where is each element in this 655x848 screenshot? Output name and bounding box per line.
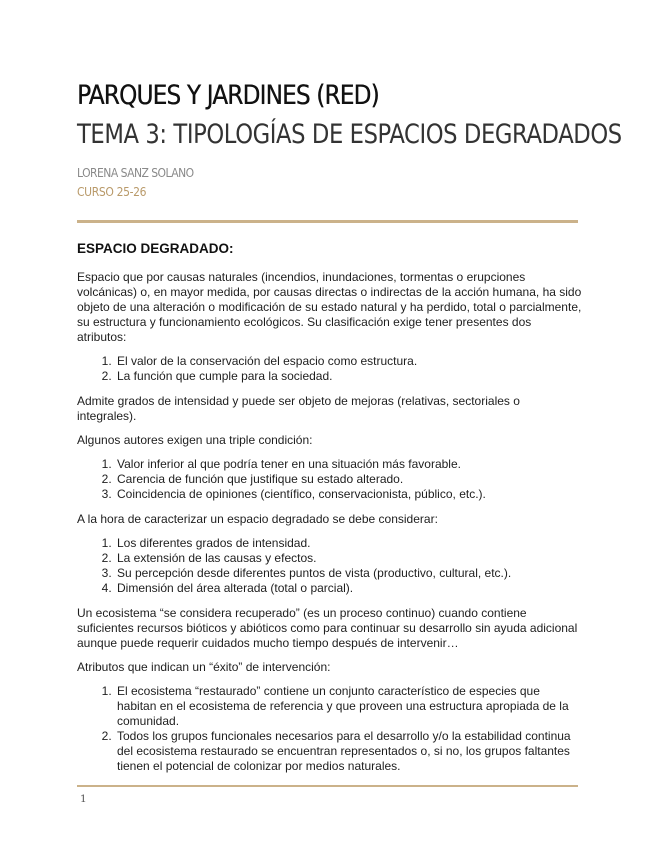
header-divider <box>77 220 578 223</box>
list-item: 3. Coincidencia de opiniones (científico, conservacionista, público, etc.). <box>115 487 582 502</box>
course-label: CURSO 25-26 <box>77 185 147 199</box>
list-item: 2. Todos los grupos funcionales necesarios para el desarrollo y/o la estabilidad continua del ecosistema restaurado se encuentran representados o, si no, los grupos faltantes tienen el potencial de colonizar por medios naturales. <box>115 729 582 774</box>
attributes-list <box>77 354 582 384</box>
list-item: 2. La función que cumple para la sociedad. <box>115 369 582 384</box>
list-item: 1. Valor inferior al que podría tener en una situación más favorable. <box>115 457 582 472</box>
author-name: LORENA SANZ SOLANO <box>77 166 194 180</box>
triple-condition-list <box>77 457 582 502</box>
list-item: 1. El valor de la conservación del espacio como estructura. <box>115 354 582 369</box>
consider-list <box>77 536 582 596</box>
document-body <box>77 240 582 784</box>
section-heading: ESPACIO DEGRADADO: <box>77 241 234 256</box>
list-item: 2. Carencia de función que justifique su estado alterado. <box>115 472 582 487</box>
document-subtitle: TEMA 3: TIPOLOGÍAS DE ESPACIOS DEGRADADOS <box>77 119 622 150</box>
list-item: 1. Los diferentes grados de intensidad. <box>115 536 582 551</box>
intro-paragraph: Espacio que por causas naturales (incendios, inundaciones, tormentas o erupciones volcánicas) o, en mayor medida, por causas directas o indirectas de la acción humana, ha sido objeto de una alteración o modificación de su estado natural y ha perdido, total o parcialmente, su estructura y funcionamiento ecológicos. Su clasificación exige tener presentes dos atributos: <box>77 270 582 344</box>
success-intro-paragraph: Atributos que indican un “éxito” de intervención: <box>77 660 331 674</box>
consider-intro-paragraph: A la hora de caracterizar un espacio degradado se debe considerar: <box>77 512 438 526</box>
grades-paragraph: Admite grados de intensidad y puede ser objeto de mejoras (relativas, sectoriales o integrales). <box>77 394 520 423</box>
document-title: PARQUES Y JARDINES (RED) <box>77 80 379 111</box>
list-item: 4. Dimensión del área alterada (total o parcial). <box>115 581 582 596</box>
list-item: 3. Su percepción desde diferentes puntos de vista (productivo, cultural, etc.). <box>115 566 582 581</box>
success-attributes-list <box>77 684 582 774</box>
footer-divider <box>77 785 578 787</box>
triple-intro-paragraph: Algunos autores exigen una triple condición: <box>77 433 313 447</box>
list-item: 2. La extensión de las causas y efectos. <box>115 551 582 566</box>
list-item: 1. El ecosistema “restaurado” contiene un conjunto característico de especies que habitan en el ecosistema de referencia y que proveen una estructura apropiada de la comunidad. <box>115 684 582 729</box>
recovered-paragraph: Un ecosistema “se considera recuperado” (es un proceso continuo) cuando contiene suficientes recursos bióticos y abióticos como para continuar su desarrollo sin ayuda adicional aunque puede requerir cuidados mucho tiempo después de intervenir… <box>77 606 578 650</box>
page-number: 1 <box>80 793 87 805</box>
